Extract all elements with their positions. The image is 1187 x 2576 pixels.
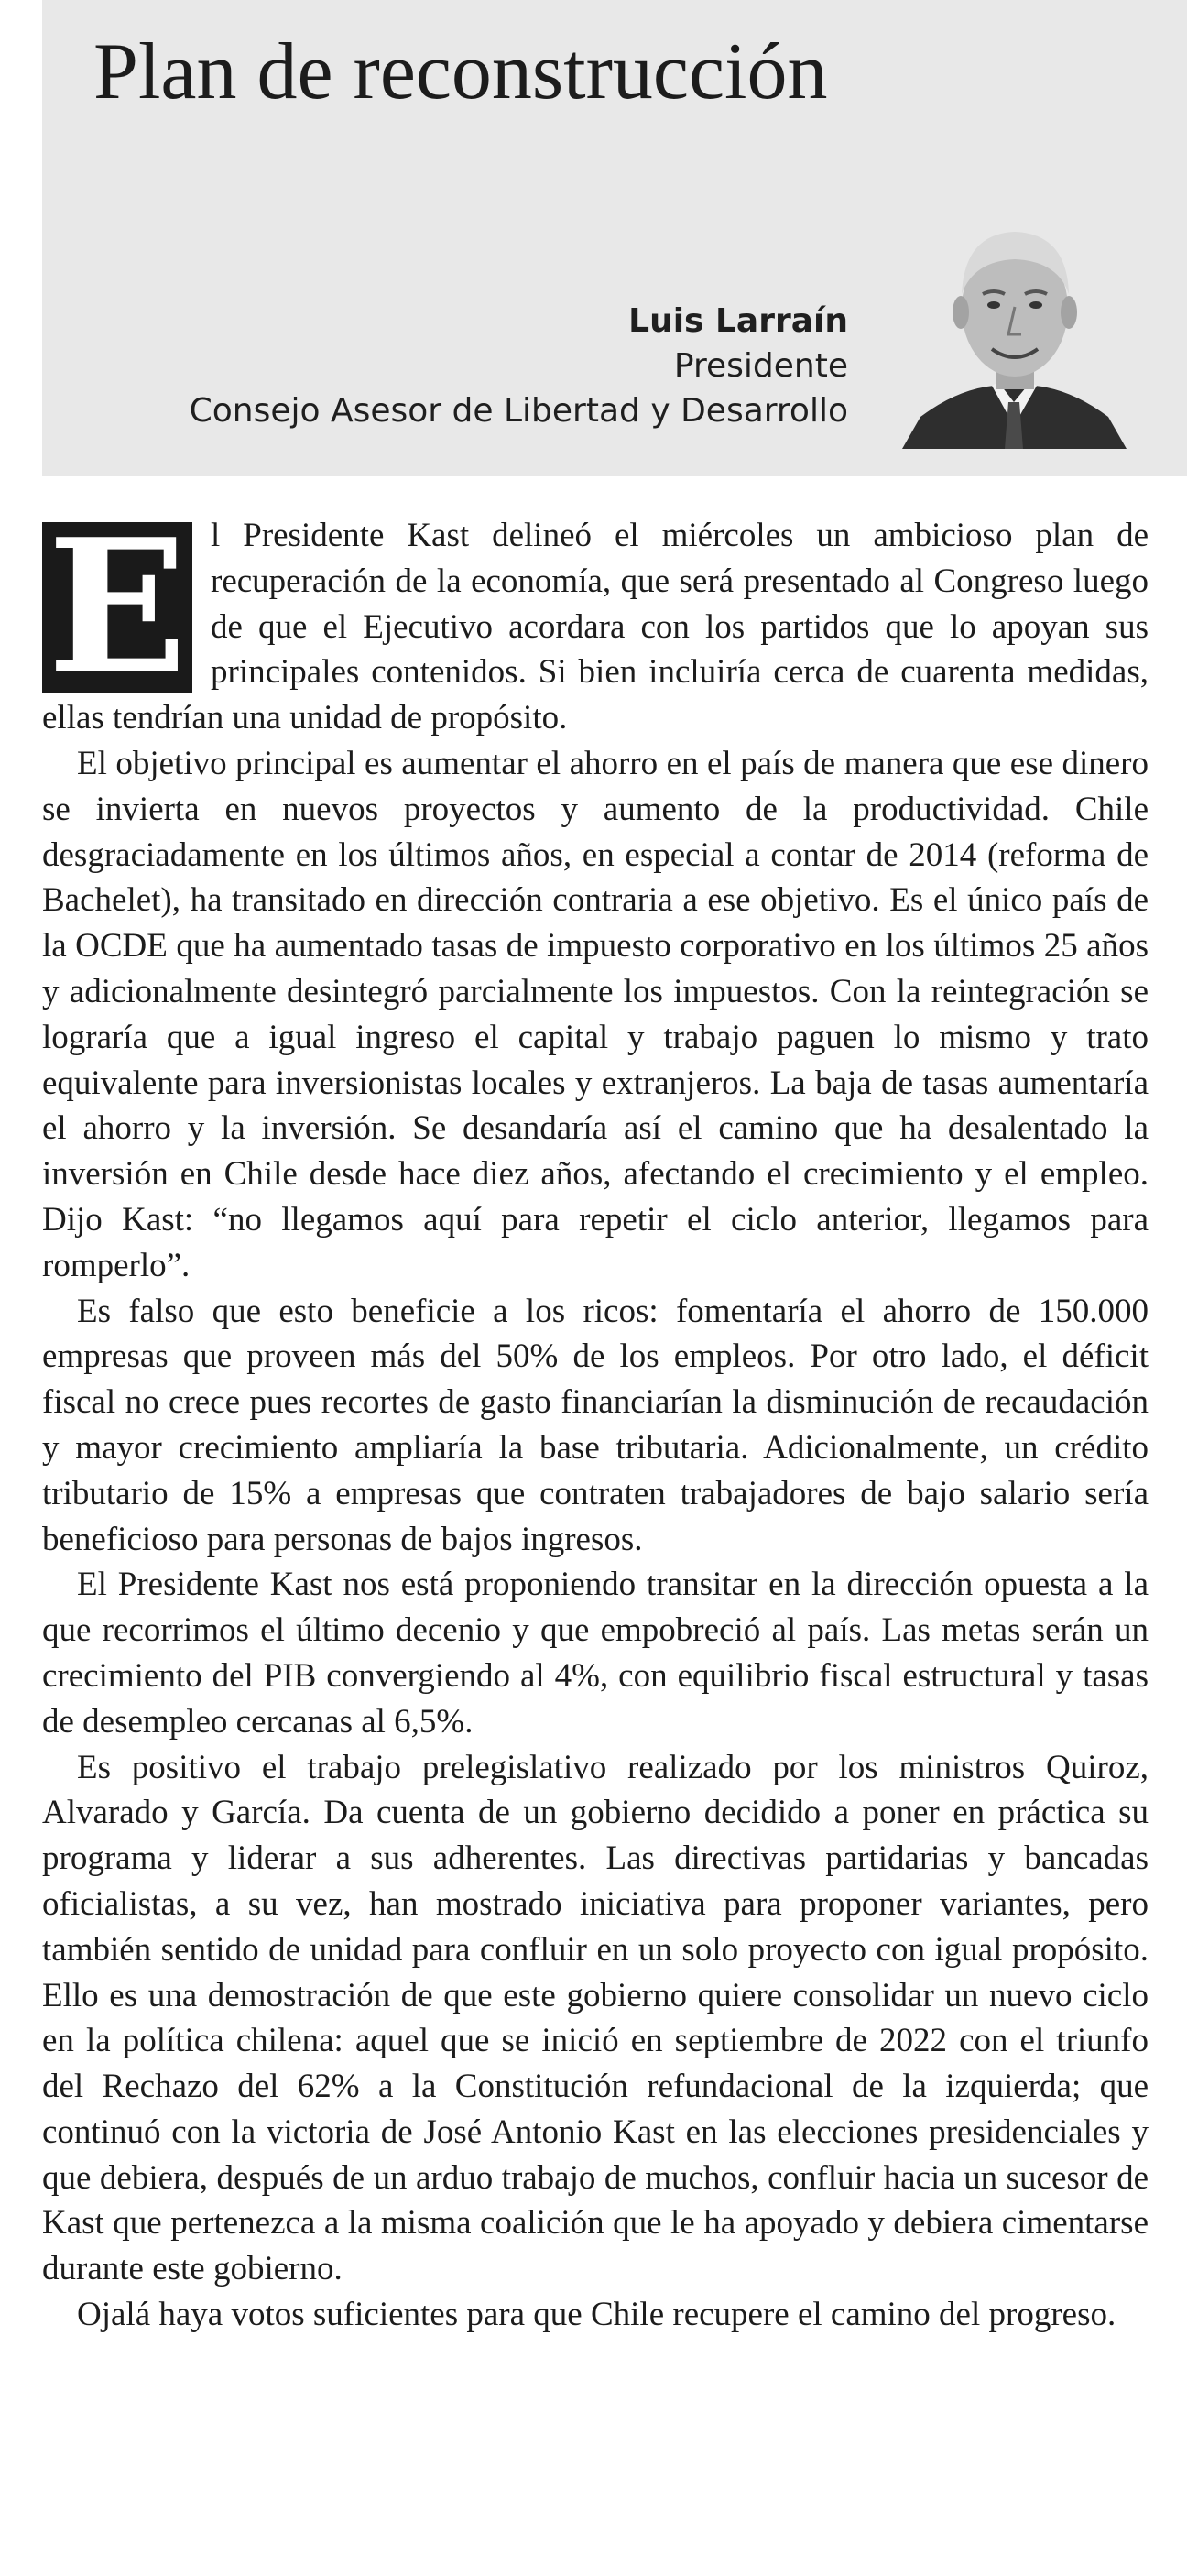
paragraph-5: Es positivo el trabajo prelegislativo realizado por los ministros Quiroz, Alvarado y García. Da cuenta de un gobierno decidido a poner en práctica su programa y liderar a sus adherentes. Las directivas partidarias y bancadas oficialistas, a su vez, han mostrado iniciativa para proponer variantes, pero también sentido de unidad para confluir en un solo proyecto con igual propósito. Ello es una demostración de que este gobierno quiere consolidar un nuevo ciclo en la política chilena: aquel que se inició en septiembre de 2022 con el triunfo del Rechazo del 62% a la Constitución refundacional de la izquierda; que continuó con la victoria de José Antonio Kast en las elecciones presidenciales y que debiera, después de un arduo trabajo de muchos, confluir hacia un sucesor de Kast que pertenezca a la misma coalición que le ha apoyado y debiera cimentarse durante este gobierno. (42, 1748, 1149, 2288)
article-body (42, 513, 1149, 2338)
author-role: Presidente (673, 347, 848, 385)
drop-cap: E (42, 522, 192, 693)
author-portrait (893, 206, 1136, 449)
byline (190, 299, 848, 433)
paragraph-1: l Presidente Kast delineó el miércoles un ambicioso plan de recuperación de la economía, que será presentado al Congreso luego de que el Ejecutivo acordara con los partidos que lo apoyan sus principales contenidos. Si bien incluiría cerca de cuarenta medidas, ellas tendrían una unidad de propósito. (42, 517, 1149, 737)
article-title: Plan de reconstrucción (93, 27, 828, 116)
author-org: Consejo Asesor de Libertad y Desarrollo (189, 392, 848, 430)
paragraph-6: Ojalá haya votos suficientes para que Chile recupere el camino del progreso. (77, 2296, 1116, 2334)
paragraph-2: El objetivo principal es aumentar el ahorro en el país de manera que ese dinero se invierta en nuevos proyectos y aumento de la productividad. Chile desgraciadamente en los últimos años, en especial a contar de 2014 (reforma de Bachelet), ha transitado en dirección contraria a ese objetivo. Es el único país de la OCDE que ha aumentado tasas de impuesto corporativo en los últimos 25 años y adicionalmente desintegró parcialmente los impuestos. Con la reintegración se lograría que a igual ingreso el capital y trabajo paguen lo mismo y trato equivalente para inversionistas locales y extranjeros. La baja de tasas aumentaría el ahorro y la inversión. Se desandaría así el camino que ha desalentado la inversión en Chile desde hace diez años, afectando el crecimiento y el empleo. Dijo Kast: “no llegamos aquí para repetir el ciclo anterior, llegamos para romperlo”. (42, 744, 1149, 1284)
author-name: Luis Larraín (628, 302, 848, 340)
paragraph-4: El Presidente Kast nos está proponiendo transitar en la dirección opuesta a la que recorrimos el último decenio y que empobreció al país. Las metas serán un crecimiento del PIB convergiendo al 4%, con equilibrio fiscal estructural y tasas de desempleo cercanas al 6,5%. (42, 1566, 1149, 1741)
paragraph-3: Es falso que esto beneficie a los ricos: fomentaría el ahorro de 150.000 empresas que proveen más del 50% de los empleos. Por otro lado, el déficit fiscal no crece pues recortes de gasto financiarían la disminución de recaudación y mayor crecimiento ampliaría la base tributaria. Adicionalmente, un crédito tributario de 15% a empresas que contraten trabajadores de bajo salario sería beneficioso para personas de bajos ingresos. (42, 1292, 1149, 1558)
